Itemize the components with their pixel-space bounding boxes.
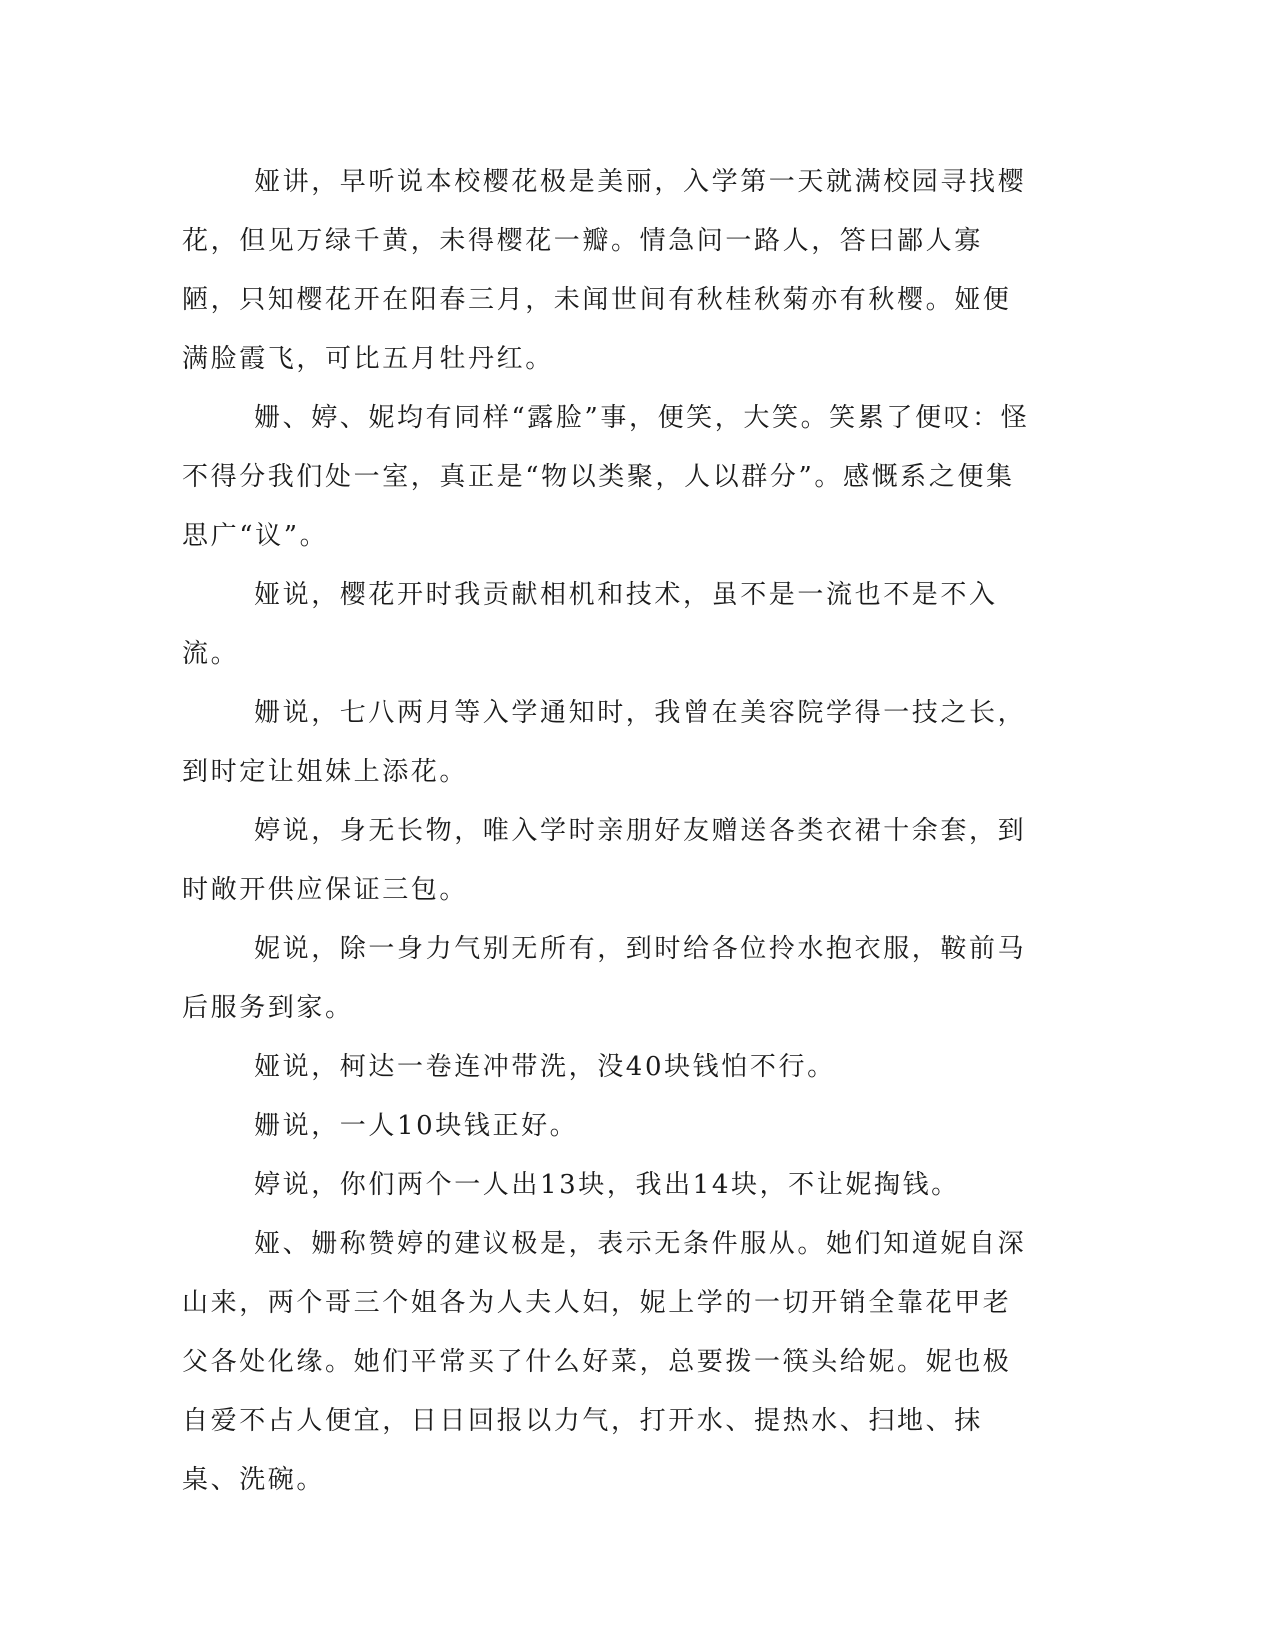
paragraph-6: 妮说，除一身力气别无所有，到时给各位拎水抱衣服，鞍前马后服务到家。: [182, 934, 1027, 1023]
paragraph-5: 婷说，身无长物，唯入学时亲朋好友赠送各类衣裙十余套，到时敞开供应保证三包。: [182, 816, 1027, 905]
paragraph-1: 娅讲，早听说本校樱花极是美丽，入学第一天就满校园寻找樱花，但见万绿千黄，未得樱花一瓣。情急问一路人，答曰鄙人寡陋，只知樱花开在阳春三月，未闻世间有秋桂秋菊亦有秋樱。娅便满脸霞飞，可比五月牡丹红。: [182, 167, 1027, 374]
paragraph-4: 姗说，七八两月等入学通知时，我曾在美容院学得一技之长，到时定让姐妹上添花。: [182, 698, 1027, 787]
paragraph-10: 娅、姗称赞婷的建议极是，表示无条件服从。她们知道妮自深山来，两个哥三个姐各为人夫人妇，妮上学的一切开销全靠花甲老父各处化缘。她们平常买了什么好菜，总要拨一筷头给妮。妮也极自爱不占人便宜，日日回报以力气，打开水、提热水、扫地、抹桌、洗碗。: [182, 1229, 1027, 1495]
document-body: [182, 153, 1032, 1510]
paragraph-7: 娅说，柯达一卷连冲带洗，没40块钱怕不行。: [254, 1052, 836, 1082]
paragraph-9: 婷说，你们两个一人出13块，我出14块，不让妮掏钱。: [254, 1170, 960, 1200]
paragraph-2: 姗、婷、妮均有同样“露脸”事，便笑，大笑。笑累了便叹：怪不得分我们处一室，真正是“物以类聚，人以群分”。感慨系之便集思广“议”。: [182, 403, 1030, 551]
paragraph-8: 姗说，一人10块钱正好。: [254, 1111, 579, 1141]
paragraph-3: 娅说，樱花开时我贡献相机和技术，虽不是一流也不是不入流。: [182, 580, 998, 669]
